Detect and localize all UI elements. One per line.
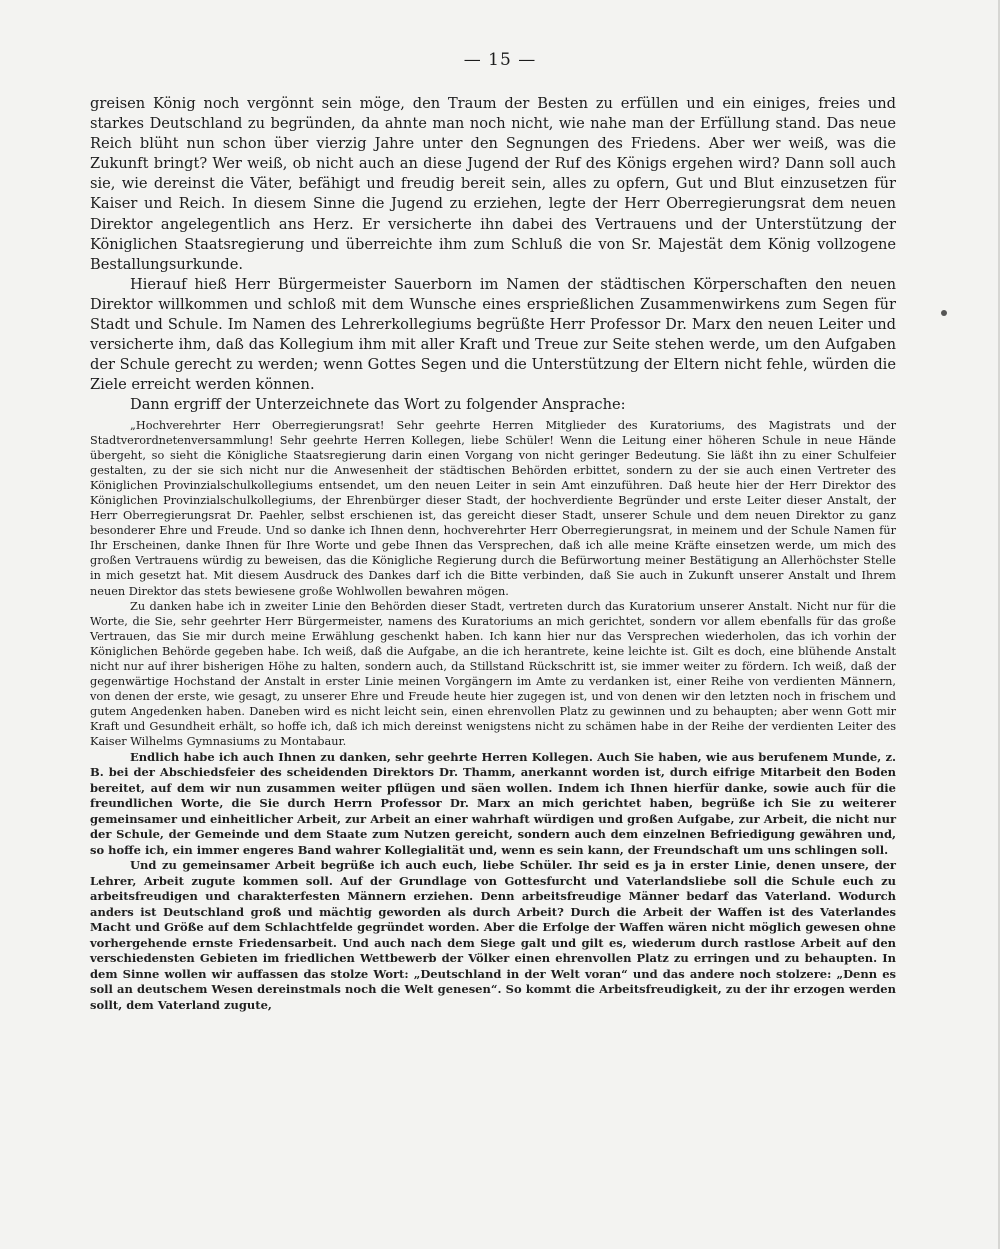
margin-speck <box>941 310 947 316</box>
speech-paragraph: Zu danken habe ich in zweiter Linie den Behörden dieser Stadt, vertreten durch das Kuratorium unserer Anstalt. Nicht nur für die Worte, die Sie, sehr geehrter Herr Bürgermeister, namens des Kuratoriums an mich gerichtet, sondern vor allem ebenfalls für das große Vertrauen, das Sie mir durch meine Erwählung geschenkt haben. Ich kann hier nur das Versprechen wiederholen, das ich vorhin der Königlichen Behörde gegeben habe. Ich weiß, daß die Aufgabe, an die ich herantrete, keine leichte ist. Gilt es doch, eine blühende Anstalt nicht nur auf ihrer bisherigen Höhe zu halten, sondern auch, da Stillstand Rückschritt ist, sie immer weiter zu fördern. Ich weiß, daß der gegenwärtige Hochstand der Anstalt in erster Linie meinen Vorgängern im Amte zu verdanken ist, einer Reihe von verdienten Männern, von denen der erste, wie gesagt, zu unserer Ehre und Freude heute hier zugegen ist, und von denen wir den letzten noch in frischem und gutem Angedenken haben. Daneben wird es nicht leicht sein, einen ehrenvollen Platz zu gewinnen und zu behaupten; aber wenn Gott mir Kraft und Gesundheit erhält, so hoffe ich, daß ich mich dereinst wenigstens nicht zu schämen habe in der Reihe der verdienten Leiter des Kaiser Wilhelms Gymnasiums zu Montabaur. <box>90 599 896 749</box>
paragraph: greisen König noch vergönnt sein möge, den Traum der Besten zu erfüllen und ein einiges, freies und starkes Deutschland zu begründen, da ahnte man noch nicht, wie nahe man der Erfüllung stand. Das neue Reich blüht nun schon über vierzig Jahre unter den Segnungen des Friedens. Aber wer weiß, was die Zukunft bringt? Wer weiß, ob nicht auch an diese Jugend der Ruf des Königs ergehen wird? Dann soll auch sie, wie dereinst die Väter, befähigt und freudig bereit sein, alles zu opfern, Gut und Blut einzusetzen für Kaiser und Reich. In diesem Sinne die Jugend zu erziehen, legte der Herr Oberregierungsrat dem neuen Direktor angelegentlich ans Herz. Er versicherte ihn dabei des Vertrauens und der Unterstützung der Königlichen Staatsregierung und überreichte ihm zum Schluß die von Sr. Majestät dem König vollzogene Bestallungsurkunde. <box>90 95 896 273</box>
speech-paragraph: „Hochverehrter Herr Oberregierungsrat! Sehr geehrte Herren Mitglieder des Kuratoriums, des Magistrats und der Stadtverordnetenversammlung! Sehr geehrte Herren Kollegen, liebe Schüler! Wenn die Leitung einer höheren Schule in neue Hände übergeht, so sieht die Königliche Staatsregierung darin einen Vorgang von nicht geringer Bedeutung. Sie läßt ihn zu einer Schulfeier gestalten, zu der sie sich nicht nur die Anwesenheit der städtischen Behörden erbittet, sondern zu der sie auch einen Vertreter des Königlichen Provinzialschulkollegiums entsendet, um den neuen Leiter in sein Amt einzuführen. Daß heute hier der Herr Direktor des Königlichen Provinzialschulkollegiums, der Ehrenbürger dieser Stadt, der hochverdiente Begründer und erste Leiter dieser Anstalt, der Herr Oberregierungsrat Dr. Paehler, selbst erschienen ist, das gereicht dieser Stadt, unserer Schule und dem neuen Direktor zu ganz besonderer Ehre und Freude. Und so danke ich Ihnen denn, hochverehrter Herr Oberregierungsrat, in meinem und der Schule Namen für Ihr Erscheinen, danke Ihnen für Ihre Worte und gebe Ihnen das Versprechen, daß ich alle meine Kräfte einsetzen werde, um mich des großen Vertrauens würdig zu beweisen, das die Königliche Regierung durch die Befürwortung meiner Bestätigung an Allerhöchster Stelle in mich gesetzt hat. Mit diesem Ausdruck des Dankes darf ich die Bitte verbinden, daß Sie auch in Zukunft unserer Anstalt und Ihrem neuen Direktor das stets bewiesene große Wohlwollen bewahren mögen. <box>90 418 896 598</box>
speech-section <box>90 418 896 750</box>
speech-section-bold <box>90 750 896 1014</box>
body-text <box>90 94 896 1013</box>
paragraph: Hierauf hieß Herr Bürgermeister Sauerborn im Namen der städtischen Körperschaften den neuen Direktor willkommen und schloß mit dem Wunsche eines ersprießlichen Zusammenwirkens zum Segen für Stadt und Schule. Im Namen des Lehrerkollegiums begrüßte Herr Professor Dr. Marx den neuen Leiter und versicherte ihm, daß das Kollegium ihm mit aller Kraft und Treue zur Seite stehen werde, um den Aufgaben der Schule gerecht zu werden; wenn Gottes Segen und die Unterstützung der Eltern nicht fehle, würden die Ziele erreicht werden können. <box>90 275 896 394</box>
narrative-section <box>90 94 896 416</box>
page-number: — 15 — <box>463 50 537 70</box>
speech-paragraph: Und zu gemeinsamer Arbeit begrüße ich auch euch, liebe Schüler. Ihr seid es ja in erster Linie, denen unsere, der Lehrer, Arbeit zugute kommen soll. Auf der Grundlage von Gottesfurcht und Vaterlandsliebe soll die Schule euch zu arbeitsfreudigen und charakterfesten Männern erziehen. Denn arbeitsfreudige Männer bedarf das Vaterland. Wodurch anders ist Deutschland groß und mächtig geworden als durch Arbeit? Durch die Arbeit der Waffen ist des Vaterlandes Macht und Größe auf dem Schlachtfelde gegründet worden. Aber die Erfolge der Waffen wären nicht möglich gewesen ohne vorhergehende ernste Friedensarbeit. Und auch nach dem Siege galt und gilt es, wiederum durch rastlose Arbeit auf den verschiedensten Gebieten im friedlichen Wettbewerb der Völker einen ehrenvollen Platz zu erringen und zu behaupten. In dem Sinne wollen wir auffassen das stolze Wort: „Deutschland in der Welt voran“ und das andere noch stolzere: „Denn es soll an deutschem Wesen dereinstmals noch die Welt genesen“. So kommt die Arbeitsfreudigkeit, zu der ihr erzogen werden sollt, dem Vaterland zugute, <box>90 858 896 1012</box>
speech-paragraph: Endlich habe ich auch Ihnen zu danken, sehr geehrte Herren Kollegen. Auch Sie haben, wie aus berufenem Munde, z. B. bei der Abschiedsfeier des scheidenden Direktors Dr. Thamm, anerkannt worden ist, durch eifrige Mitarbeit den Boden bereitet, auf dem wir nun zusammen weiter pflügen und säen wollen. Indem ich Ihnen hierfür danke, sowie auch für die freundlichen Worte, die Sie durch Herrn Professor Dr. Marx an mich gerichtet haben, begrüße ich Sie zu weiterer gemeinsamer und einheitlicher Arbeit, zur Arbeit an einer wahrhaft würdigen und großen Aufgabe, zur Arbeit, die nicht nur der Schule, der Gemeinde und dem Staate zum Nutzen gereicht, sondern auch dem einzelnen Befriedigung gewähren und, so hoffe ich, ein immer engeres Band wahrer Kollegialität und, wenn es sein kann, der Freundschaft um uns schlingen soll. <box>90 749 896 857</box>
paragraph: Dann ergriff der Unterzeichnete das Wort zu folgender Ansprache: <box>130 396 626 414</box>
